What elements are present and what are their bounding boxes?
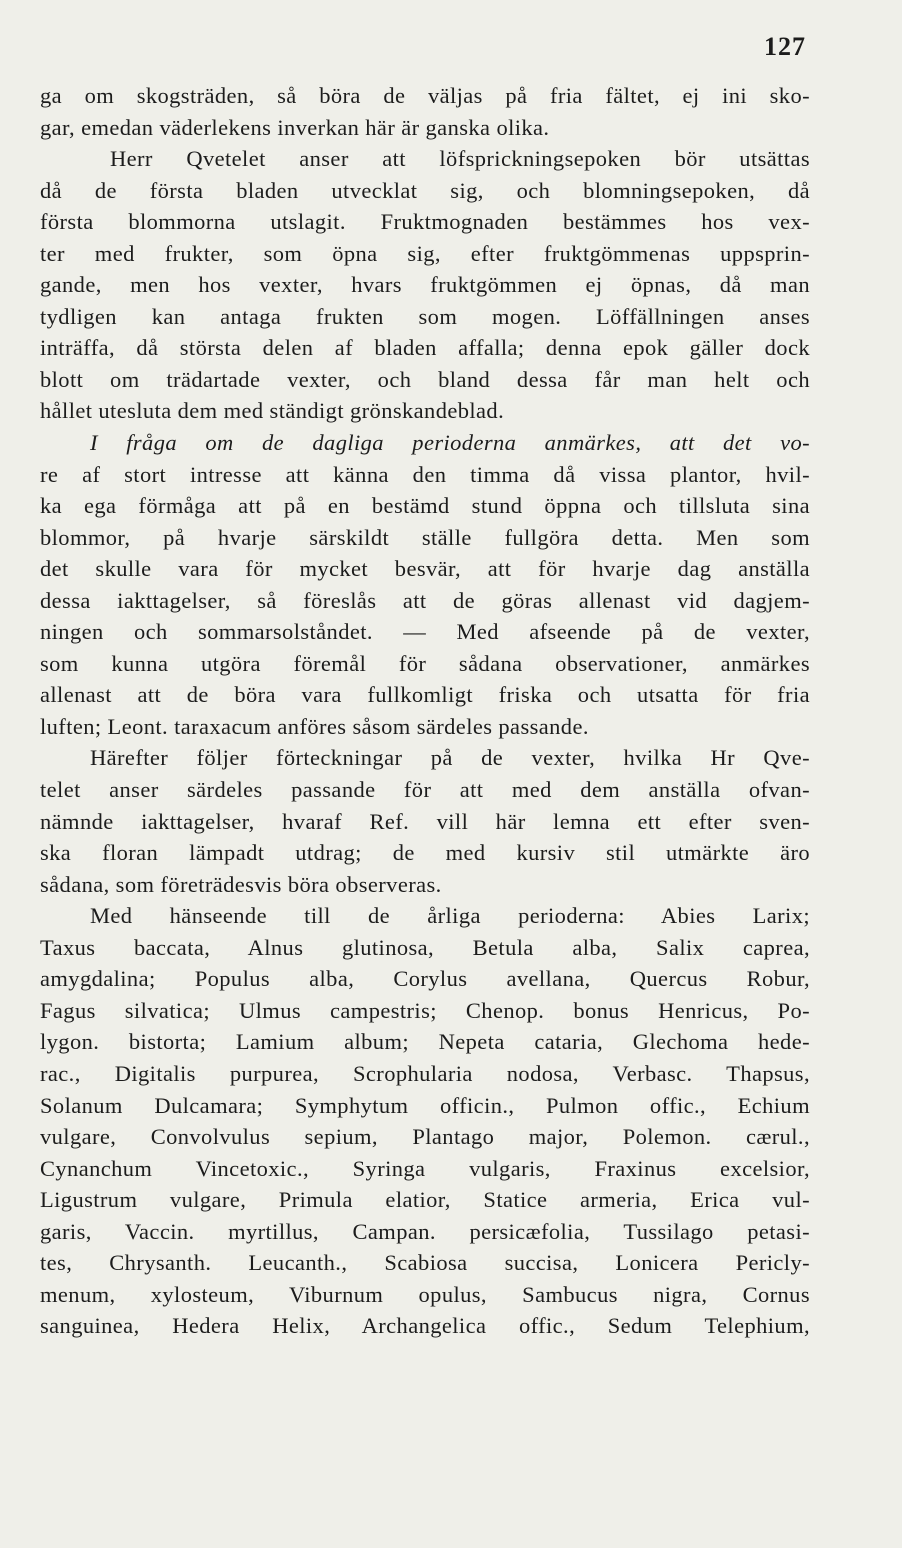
text-line: I fråga om de dagliga perioderna anmärkes, att det vo- xyxy=(90,430,810,456)
text-line: dessa iakttagelser, så föreslås att de göras allenast vid dagjem- xyxy=(40,587,810,613)
text-line: telet anser särdeles passande för att med dem anställa ofvan- xyxy=(40,777,810,803)
text-line: som kunna utgöra föremål för sådana observationer, anmärkes xyxy=(40,650,810,676)
text-line: blott om trädartade vexter, och bland dessa får man helt och xyxy=(40,366,810,392)
text-line: menum, xylosteum, Viburnum opulus, Sambucus nigra, Cornus xyxy=(40,1281,810,1307)
text-line: sanguinea, Hedera Helix, Archangelica offic., Sedum Telephium, xyxy=(40,1313,810,1339)
text-line: Med hänseende till de årliga perioderna: Abies Larix; xyxy=(90,903,810,929)
text-line: ningen och sommarsolståndet. — Med afseende på de vexter, xyxy=(40,619,810,645)
text-line: inträffa, då största delen af bladen affalla; denna epok gäller dock xyxy=(40,335,810,361)
text-line: första blommorna utslagit. Fruktmognaden bestämmes hos vex- xyxy=(40,209,810,235)
text-line: re af stort intresse att känna den timma då vissa plantor, hvil- xyxy=(40,461,810,487)
text-line: Cynanchum Vincetoxic., Syringa vulgaris, Fraxinus excelsior, xyxy=(40,1155,810,1181)
text-line: Ligustrum vulgare, Primula elatior, Statice armeria, Erica vul- xyxy=(40,1187,810,1213)
text-line: då de första bladen utvecklat sig, och blomningsepoken, då xyxy=(40,177,810,203)
text-line: det skulle vara för mycket besvär, att för hvarje dag anställa xyxy=(40,556,810,582)
text-line: Herr Qvetelet anser att löfsprickningsepoken bör utsättas xyxy=(110,146,810,172)
text-line: garis, Vaccin. myrtillus, Campan. persicæfolia, Tussilago petasi- xyxy=(40,1218,810,1244)
text-line: ter med frukter, som öpna sig, efter fruktgömmenas uppsprin- xyxy=(40,240,810,266)
text-line: nämnde iakttagelser, hvaraf Ref. vill här lemna ett efter sven- xyxy=(40,808,810,834)
text-line: tes, Chrysanth. Leucanth., Scabiosa succisa, Lonicera Pericly- xyxy=(40,1250,810,1276)
text-line: lygon. bistorta; Lamium album; Nepeta cataria, Glechoma hede- xyxy=(40,1029,810,1055)
page-number: 127 xyxy=(764,32,806,61)
text-line: hållet utesluta dem med ständigt grönskandeblad. xyxy=(40,398,505,424)
text-line: tydligen kan antaga frukten som mogen. Löffällningen anses xyxy=(40,303,810,329)
text-line: blommor, på hvarje särskildt ställe fullgöra detta. Men som xyxy=(40,524,810,550)
text-line: sådana, som företrädesvis böra observeras. xyxy=(40,871,442,897)
text-line: ska floran lämpadt utdrag; de med kursiv stil utmärkte äro xyxy=(40,840,810,866)
text-line: allenast att de böra vara fullkomligt friska och utsatta för fria xyxy=(40,682,810,708)
text-line: amygdalina; Populus alba, Corylus avellana, Quercus Robur, xyxy=(40,966,810,992)
text-line: Taxus baccata, Alnus glutinosa, Betula alba, Salix caprea, xyxy=(40,934,810,960)
text-line: luften; Leont. taraxacum anföres såsom särdeles passande. xyxy=(40,713,589,739)
text-line: ga om skogsträden, så böra de väljas på fria fältet, ej ini sko- xyxy=(40,83,810,108)
body-text xyxy=(40,80,810,1342)
text-line: Fagus silvatica; Ulmus campestris; Chenop. bonus Henricus, Po- xyxy=(40,997,810,1023)
text-line: ka ega förmåga att på en bestämd stund öppna och tillsluta sina xyxy=(40,493,810,519)
text-line: rac., Digitalis purpurea, Scrophularia nodosa, Verbasc. Thapsus, xyxy=(40,1060,810,1086)
text-line: Härefter följer förteckningar på de vexter, hvilka Hr Qve- xyxy=(90,745,810,771)
text-line: Solanum Dulcamara; Symphytum officin., Pulmon offic., Echium xyxy=(40,1092,810,1118)
text-line: vulgare, Convolvulus sepium, Plantago major, Polemon. cærul., xyxy=(40,1124,810,1150)
text-line: gande, men hos vexter, hvars fruktgömmen ej öpnas, då man xyxy=(40,272,810,298)
text-line: gar, emedan väderlekens inverkan här är ganska olika. xyxy=(40,114,550,140)
